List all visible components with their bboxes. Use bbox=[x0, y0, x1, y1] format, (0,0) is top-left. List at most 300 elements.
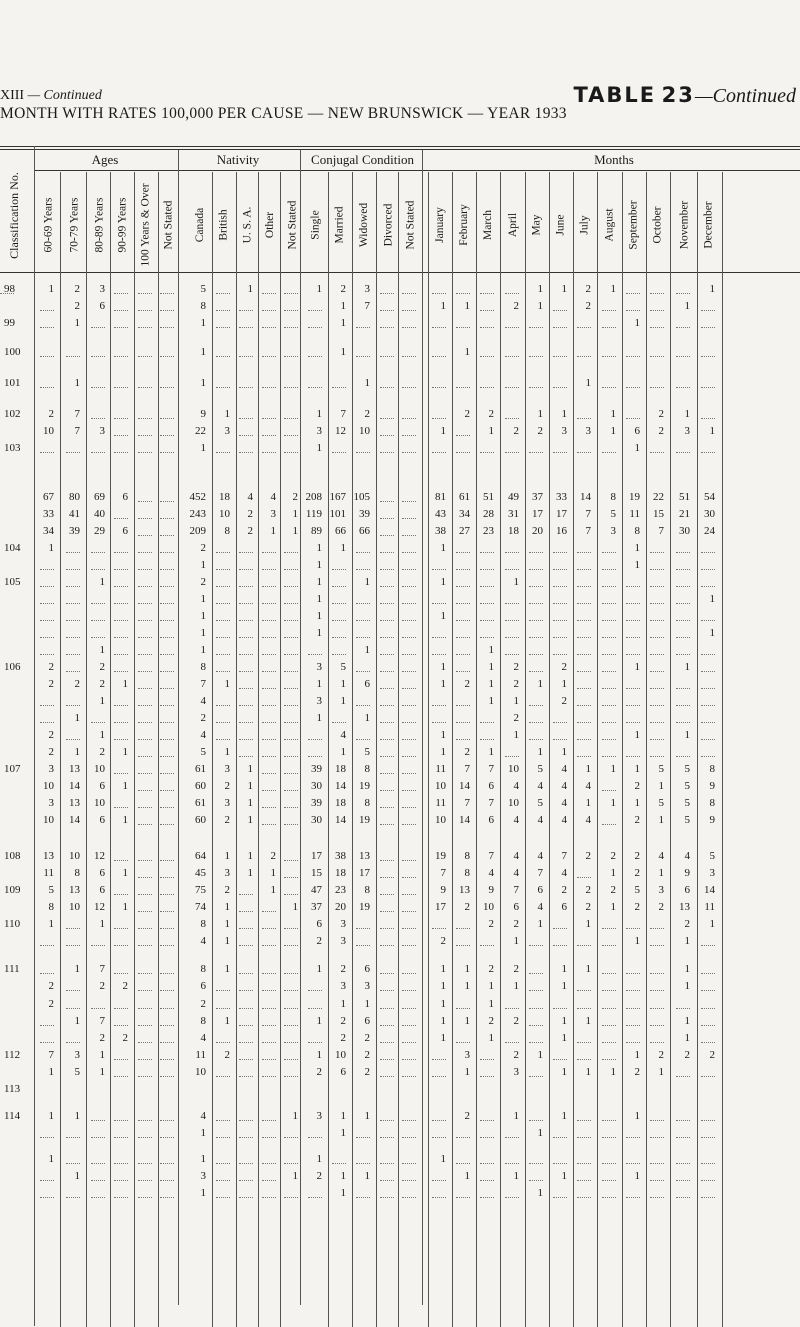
leader-dots bbox=[626, 756, 640, 757]
leader-dots bbox=[402, 705, 416, 706]
column-header-label: August bbox=[604, 208, 617, 242]
leader-dots bbox=[380, 739, 394, 740]
table-cell: 2 bbox=[316, 1170, 322, 1182]
leader-dots bbox=[553, 603, 567, 604]
leader-dots bbox=[284, 973, 298, 974]
table-cell: 5 bbox=[610, 508, 616, 520]
table-cell: 1 bbox=[561, 1170, 567, 1182]
leader-dots bbox=[480, 293, 494, 294]
leader-dots bbox=[284, 569, 298, 570]
table-cell: 14 bbox=[580, 491, 591, 503]
table-cell: 1 bbox=[684, 1015, 690, 1027]
leader-dots bbox=[66, 1163, 80, 1164]
leader-dots bbox=[701, 1180, 715, 1181]
leader-dots bbox=[114, 418, 128, 419]
leader-dots bbox=[262, 722, 276, 723]
leader-dots bbox=[529, 722, 543, 723]
column-divider bbox=[476, 172, 477, 1327]
leader-dots bbox=[138, 1197, 152, 1198]
table-cell: 1 bbox=[74, 377, 80, 389]
leader-dots bbox=[138, 928, 152, 929]
table-cell: 1 bbox=[316, 712, 322, 724]
classification-number: 98 bbox=[4, 283, 15, 295]
table-cell: 1 bbox=[247, 763, 253, 775]
leader-dots bbox=[480, 1180, 494, 1181]
table-cell: 1 bbox=[464, 300, 470, 312]
table-cell: 74 bbox=[195, 901, 206, 913]
leader-dots bbox=[577, 327, 591, 328]
group-rule bbox=[34, 170, 800, 171]
table-cell: 39 bbox=[69, 525, 80, 537]
table-cell: 1 bbox=[440, 746, 446, 758]
leader-dots bbox=[284, 603, 298, 604]
leader-dots bbox=[332, 586, 346, 587]
table-cell: 1 bbox=[513, 729, 519, 741]
leader-dots bbox=[676, 1163, 690, 1164]
leader-dots bbox=[480, 1137, 494, 1138]
classification-number: 102 bbox=[4, 408, 21, 420]
leader-dots bbox=[529, 1180, 543, 1181]
leader-dots bbox=[402, 722, 416, 723]
classification-number: 105 bbox=[4, 576, 21, 588]
table-cell: 14 bbox=[69, 780, 80, 792]
table-cell: 22 bbox=[195, 425, 206, 437]
column-header-label: December bbox=[703, 201, 715, 249]
leader-dots bbox=[356, 552, 370, 553]
leader-dots bbox=[160, 518, 174, 519]
leader-dots bbox=[262, 1180, 276, 1181]
leader-dots bbox=[284, 877, 298, 878]
leader-dots bbox=[676, 552, 690, 553]
table-cell: 1 bbox=[48, 1066, 54, 1078]
table-cell: 1 bbox=[440, 729, 446, 741]
leader-dots bbox=[239, 1197, 253, 1198]
leader-dots bbox=[480, 945, 494, 946]
table-cell: 1 bbox=[292, 508, 298, 520]
leader-dots bbox=[216, 1120, 230, 1121]
table-cell: 1 bbox=[513, 1170, 519, 1182]
leader-dots bbox=[308, 990, 322, 991]
table-cell: 3 bbox=[585, 425, 591, 437]
table-cell: 1 bbox=[440, 980, 446, 992]
column-header bbox=[138, 180, 154, 270]
leader-dots bbox=[529, 990, 543, 991]
leader-dots bbox=[138, 739, 152, 740]
table-cell: 7 bbox=[513, 884, 519, 896]
table-cell: 7 bbox=[200, 678, 206, 690]
table-cell: 14 bbox=[459, 814, 470, 826]
table-cell: 1 bbox=[74, 746, 80, 758]
table-cell: 1 bbox=[561, 678, 567, 690]
table-cell: 1 bbox=[200, 644, 206, 656]
nativity-group-header: Nativity bbox=[216, 152, 260, 167]
leader-dots bbox=[262, 1008, 276, 1009]
leader-dots bbox=[160, 310, 174, 311]
table-cell: 1 bbox=[364, 644, 370, 656]
leader-dots bbox=[456, 293, 470, 294]
leader-dots bbox=[239, 671, 253, 672]
leader-dots bbox=[456, 945, 470, 946]
table-cell: 1 bbox=[316, 1049, 322, 1061]
leader-dots bbox=[432, 569, 446, 570]
table-cell: 14 bbox=[335, 814, 346, 826]
leader-dots bbox=[239, 1180, 253, 1181]
leader-dots bbox=[626, 1025, 640, 1026]
leader-dots bbox=[239, 1008, 253, 1009]
table-cell: 2 bbox=[488, 918, 494, 930]
table-cell: 8 bbox=[200, 918, 206, 930]
leader-dots bbox=[650, 990, 664, 991]
leader-dots bbox=[602, 722, 616, 723]
leader-dots bbox=[626, 310, 640, 311]
table-cell: 19 bbox=[359, 901, 370, 913]
leader-dots bbox=[602, 1137, 616, 1138]
table-cell: 1 bbox=[99, 576, 105, 588]
column-header bbox=[66, 180, 82, 270]
leader-dots bbox=[676, 327, 690, 328]
table-cell: 60 bbox=[195, 780, 206, 792]
table-cell: 39 bbox=[359, 508, 370, 520]
leader-dots bbox=[553, 1137, 567, 1138]
leader-dots bbox=[160, 807, 174, 808]
table-cell: 1 bbox=[440, 300, 446, 312]
table-cell: 34 bbox=[459, 508, 470, 520]
leader-dots bbox=[577, 688, 591, 689]
leader-dots bbox=[701, 945, 715, 946]
leader-dots bbox=[553, 452, 567, 453]
leader-dots bbox=[402, 1137, 416, 1138]
leader-dots bbox=[650, 1197, 664, 1198]
leader-dots bbox=[676, 637, 690, 638]
leader-dots bbox=[602, 790, 616, 791]
table-cell: 61 bbox=[195, 797, 206, 809]
leader-dots bbox=[380, 1180, 394, 1181]
leader-dots bbox=[380, 671, 394, 672]
table-cell: 2 bbox=[658, 901, 664, 913]
table-cell: 1 bbox=[340, 695, 346, 707]
leader-dots bbox=[456, 452, 470, 453]
table-cell: 2 bbox=[122, 1032, 128, 1044]
leader-dots bbox=[284, 824, 298, 825]
table-cell: 13 bbox=[69, 884, 80, 896]
table-cell: 7 bbox=[74, 425, 80, 437]
leader-dots bbox=[160, 356, 174, 357]
table-cell: 7 bbox=[537, 867, 543, 879]
leader-dots bbox=[91, 452, 105, 453]
leader-dots bbox=[262, 756, 276, 757]
leader-dots bbox=[505, 637, 519, 638]
leader-dots bbox=[216, 586, 230, 587]
table-cell: 2 bbox=[224, 1049, 230, 1061]
table-cell: 209 bbox=[189, 525, 206, 537]
table-cell: 1 bbox=[200, 1187, 206, 1199]
table-cell: 2 bbox=[634, 780, 640, 792]
leader-dots bbox=[380, 552, 394, 553]
leader-dots bbox=[602, 1120, 616, 1121]
column-header-label: November bbox=[678, 200, 691, 250]
classification-number: 112 bbox=[4, 1049, 21, 1061]
table-cell: 7 bbox=[658, 525, 664, 537]
leader-dots bbox=[308, 310, 322, 311]
table-cell: 1 bbox=[122, 780, 128, 792]
leader-dots bbox=[66, 1197, 80, 1198]
table-cell: 5 bbox=[634, 884, 640, 896]
leader-dots bbox=[602, 973, 616, 974]
table-cell: 2 bbox=[224, 884, 230, 896]
leader-dots bbox=[432, 1120, 446, 1121]
leader-dots bbox=[650, 356, 664, 357]
leader-dots bbox=[160, 894, 174, 895]
table-cell: 10 bbox=[43, 425, 54, 437]
leader-dots bbox=[676, 688, 690, 689]
leader-dots bbox=[650, 586, 664, 587]
leader-dots bbox=[262, 552, 276, 553]
leader-dots bbox=[380, 310, 394, 311]
leader-dots bbox=[577, 1197, 591, 1198]
leader-dots bbox=[66, 603, 80, 604]
leader-dots bbox=[553, 586, 567, 587]
leader-dots bbox=[138, 990, 152, 991]
leader-dots bbox=[66, 654, 80, 655]
leader-dots bbox=[216, 603, 230, 604]
table-cell: 4 bbox=[513, 814, 519, 826]
table-cell: 29 bbox=[94, 525, 105, 537]
leader-dots bbox=[380, 1025, 394, 1026]
leader-dots bbox=[602, 620, 616, 621]
table-cell: 51 bbox=[679, 491, 690, 503]
table-cell: 2 bbox=[99, 661, 105, 673]
leader-dots bbox=[91, 569, 105, 570]
leader-dots bbox=[456, 1008, 470, 1009]
leader-dots bbox=[602, 756, 616, 757]
table-cell: 30 bbox=[311, 814, 322, 826]
leader-dots bbox=[262, 928, 276, 929]
leader-dots bbox=[602, 945, 616, 946]
leader-dots bbox=[602, 1025, 616, 1026]
leader-dots bbox=[676, 620, 690, 621]
leader-dots bbox=[380, 1163, 394, 1164]
column-divider bbox=[452, 172, 453, 1327]
table-cell: 3 bbox=[270, 508, 276, 520]
leader-dots bbox=[456, 928, 470, 929]
table-cell: 1 bbox=[440, 998, 446, 1010]
table-cell: 1 bbox=[513, 1110, 519, 1122]
table-cell: 1 bbox=[364, 377, 370, 389]
leader-dots bbox=[284, 945, 298, 946]
table-cell: 1 bbox=[684, 963, 690, 975]
leader-dots bbox=[262, 356, 276, 357]
leader-dots bbox=[626, 356, 640, 357]
table-cell: 10 bbox=[94, 763, 105, 775]
table-cell: 1 bbox=[340, 1170, 346, 1182]
table-cell: 1 bbox=[585, 918, 591, 930]
leader-dots bbox=[262, 1076, 276, 1077]
column-header bbox=[432, 180, 448, 270]
table-cell: 1 bbox=[709, 425, 715, 437]
leader-dots bbox=[160, 1042, 174, 1043]
leader-dots bbox=[138, 1042, 152, 1043]
leader-dots bbox=[91, 1137, 105, 1138]
leader-dots bbox=[91, 620, 105, 621]
table-cell: 2 bbox=[537, 425, 543, 437]
leader-dots bbox=[432, 705, 446, 706]
leader-dots bbox=[138, 518, 152, 519]
table-cell: 14 bbox=[704, 884, 715, 896]
table-cell: 30 bbox=[311, 780, 322, 792]
leader-dots bbox=[239, 418, 253, 419]
leader-dots bbox=[602, 327, 616, 328]
table-cell: 8 bbox=[634, 525, 640, 537]
table-cell: 6 bbox=[364, 678, 370, 690]
leader-dots bbox=[308, 739, 322, 740]
leader-dots bbox=[602, 603, 616, 604]
table-cell: 1 bbox=[658, 1066, 664, 1078]
table-cell: 1 bbox=[224, 935, 230, 947]
table-cell: 2 bbox=[658, 425, 664, 437]
leader-dots bbox=[160, 973, 174, 974]
column-header-label: September bbox=[628, 200, 640, 250]
column-divider bbox=[110, 172, 111, 1327]
table-cell: 10 bbox=[508, 763, 519, 775]
table-cell: 2 bbox=[224, 780, 230, 792]
leader-dots bbox=[380, 1197, 394, 1198]
months-group-header: Months bbox=[594, 152, 634, 167]
leader-dots bbox=[505, 387, 519, 388]
leader-dots bbox=[380, 356, 394, 357]
leader-dots bbox=[160, 705, 174, 706]
table-cell: 6 bbox=[99, 867, 105, 879]
leader-dots bbox=[650, 722, 664, 723]
leader-dots bbox=[602, 671, 616, 672]
leader-dots bbox=[402, 877, 416, 878]
table-cell: 1 bbox=[610, 797, 616, 809]
column-header bbox=[577, 180, 593, 270]
table-cell: 2 bbox=[464, 746, 470, 758]
table-cell: 3 bbox=[224, 425, 230, 437]
leader-dots bbox=[262, 327, 276, 328]
classification-number: 113 bbox=[4, 1083, 21, 1095]
leader-dots bbox=[602, 1180, 616, 1181]
column-divider bbox=[86, 172, 87, 1327]
leader-dots bbox=[66, 452, 80, 453]
leader-dots bbox=[160, 293, 174, 294]
leader-dots bbox=[577, 620, 591, 621]
column-divider bbox=[352, 172, 353, 1327]
table-cell: 5 bbox=[658, 797, 664, 809]
table-cell: 18 bbox=[335, 797, 346, 809]
table-cell: 2 bbox=[48, 998, 54, 1010]
table-cell: 7 bbox=[364, 300, 370, 312]
table-cell: 19 bbox=[359, 814, 370, 826]
leader-dots bbox=[650, 310, 664, 311]
table-cell: 5 bbox=[684, 797, 690, 809]
leader-dots bbox=[332, 654, 346, 655]
table-cell: 1 bbox=[292, 1170, 298, 1182]
column-header bbox=[626, 180, 642, 270]
leader-dots bbox=[626, 705, 640, 706]
table-subtitle: MONTH WITH RATES 100,000 PER CAUSE — NEW BRUNSWICK — YEAR 1933 bbox=[0, 105, 567, 122]
leader-dots bbox=[380, 535, 394, 536]
table-cell: 5 bbox=[684, 814, 690, 826]
table-cell: 1 bbox=[316, 542, 322, 554]
leader-dots bbox=[480, 722, 494, 723]
table-cell: 2 bbox=[464, 901, 470, 913]
column-header bbox=[456, 180, 472, 270]
table-cell: 4 bbox=[561, 797, 567, 809]
table-cell: 3 bbox=[364, 283, 370, 295]
leader-dots bbox=[138, 1137, 152, 1138]
column-divider bbox=[376, 172, 377, 1327]
column-header-label: March bbox=[482, 209, 495, 241]
table-cell: 10 bbox=[69, 850, 80, 862]
table-cell: 1 bbox=[200, 610, 206, 622]
leader-dots bbox=[160, 435, 174, 436]
table-cell: 2 bbox=[464, 408, 470, 420]
table-cell: 1 bbox=[610, 425, 616, 437]
leader-dots bbox=[114, 705, 128, 706]
leader-dots bbox=[138, 722, 152, 723]
table-cell: 17 bbox=[311, 850, 322, 862]
table-cell: 1 bbox=[684, 300, 690, 312]
column-header-label: Widowed bbox=[358, 202, 370, 248]
leader-dots bbox=[66, 356, 80, 357]
leader-dots bbox=[91, 418, 105, 419]
table-cell: 39 bbox=[311, 797, 322, 809]
leader-dots bbox=[456, 1197, 470, 1198]
leader-dots bbox=[138, 654, 152, 655]
leader-dots bbox=[402, 418, 416, 419]
table-cell: 17 bbox=[532, 508, 543, 520]
table-cell: 8 bbox=[364, 763, 370, 775]
column-divider bbox=[670, 172, 671, 1327]
leader-dots bbox=[577, 1008, 591, 1009]
leader-dots bbox=[626, 387, 640, 388]
leader-dots bbox=[505, 1137, 519, 1138]
table-cell: 1 bbox=[610, 1066, 616, 1078]
leader-dots bbox=[308, 756, 322, 757]
table-cell: 2 bbox=[513, 1015, 519, 1027]
table-cell: 2 bbox=[658, 408, 664, 420]
leader-dots bbox=[284, 807, 298, 808]
leader-dots bbox=[626, 688, 640, 689]
table-cell: 1 bbox=[513, 695, 519, 707]
leader-dots bbox=[356, 739, 370, 740]
table-cell: 1 bbox=[270, 867, 276, 879]
table-cell: 1 bbox=[340, 998, 346, 1010]
table-cell: 38 bbox=[335, 850, 346, 862]
leader-dots bbox=[160, 928, 174, 929]
leader-dots bbox=[402, 310, 416, 311]
leader-dots bbox=[456, 569, 470, 570]
table-cell: 167 bbox=[329, 491, 346, 503]
table-cell: 2 bbox=[634, 867, 640, 879]
table-cell: 1 bbox=[247, 797, 253, 809]
leader-dots bbox=[380, 620, 394, 621]
leader-dots bbox=[505, 356, 519, 357]
table-cell: 1 bbox=[364, 712, 370, 724]
table-cell: 1 bbox=[316, 442, 322, 454]
table-cell: 3 bbox=[513, 1066, 519, 1078]
leader-dots bbox=[402, 671, 416, 672]
leader-dots bbox=[239, 637, 253, 638]
column-header bbox=[91, 180, 107, 270]
table-cell: 1 bbox=[464, 346, 470, 358]
table-cell: 10 bbox=[69, 901, 80, 913]
leader-dots bbox=[160, 552, 174, 553]
leader-dots bbox=[650, 1042, 664, 1043]
table-cell: 7 bbox=[488, 797, 494, 809]
leader-dots bbox=[602, 569, 616, 570]
